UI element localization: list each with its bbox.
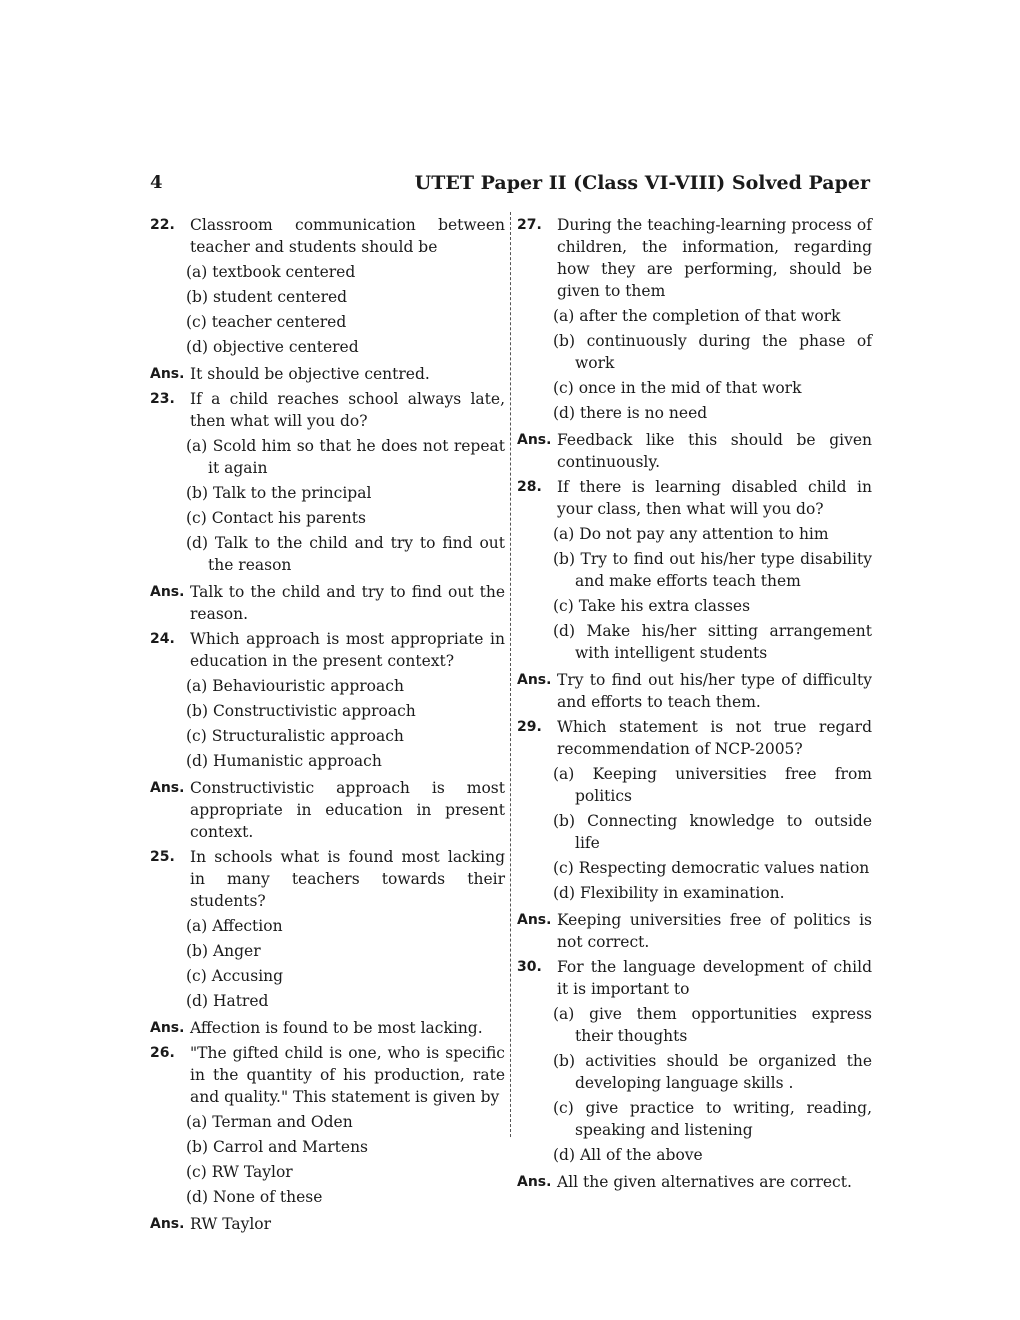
question-text: If a child reaches school always late, then what will you do? <box>190 390 505 430</box>
question-number: 23. <box>150 391 175 407</box>
answer-29 <box>517 909 872 953</box>
option: (d) Flexibility in examination. <box>553 884 785 902</box>
option: (a) Do not pay any attention to him <box>553 525 829 543</box>
option: (c) Accusing <box>186 967 284 985</box>
answer-label: Ans. <box>150 366 185 382</box>
answer-text: RW Taylor <box>190 1215 272 1233</box>
option: (a) after the completion of that work <box>553 307 841 325</box>
option: (b) Constructivistic approach <box>186 702 416 720</box>
question-text: If there is learning disabled child in your class, then what will you do? <box>557 478 872 518</box>
option: (b) Anger <box>186 942 261 960</box>
option: (d) Hatred <box>186 992 269 1010</box>
option: (a) Behaviouristic approach <box>186 677 404 695</box>
option: (c) once in the mid of that work <box>553 379 802 397</box>
page-header <box>150 172 870 200</box>
answer-text: Affection is found to be most lacking. <box>190 1019 483 1037</box>
answer-label: Ans. <box>150 1216 185 1232</box>
answer-24 <box>150 777 505 843</box>
option: (a) Scold him so that he does not repeat it again <box>186 437 505 477</box>
question-26 <box>150 1042 505 1208</box>
option: (b) Connecting knowledge to outside life <box>553 812 872 852</box>
question-23 <box>150 388 505 576</box>
question-text: In schools what is found most lacking in many teachers towards their students? <box>190 848 505 910</box>
answer-text: Constructivistic approach is most appropriate in education in present context. <box>190 779 505 841</box>
question-number: 30. <box>517 959 542 975</box>
question-number: 24. <box>150 631 175 647</box>
answer-22 <box>150 363 505 385</box>
option: (b) Carrol and Martens <box>186 1138 369 1156</box>
question-number: 25. <box>150 849 175 865</box>
option: (c) give practice to writing, reading, speaking and listening <box>553 1099 872 1139</box>
answer-text: Try to find out his/her type of difficulty and efforts to teach them. <box>557 671 872 711</box>
options-grid <box>186 912 505 1012</box>
answer-text: It should be objective centred. <box>190 365 430 383</box>
option: (c) Contact his parents <box>186 509 366 527</box>
answer-text: Feedback like this should be given continuously. <box>557 431 872 471</box>
option: (b) activities should be organized the developing language skills . <box>553 1052 872 1092</box>
question-27 <box>517 214 872 424</box>
question-22 <box>150 214 505 358</box>
question-25 <box>150 846 505 1012</box>
right-column <box>517 214 872 1196</box>
answer-30 <box>517 1171 872 1193</box>
question-30 <box>517 956 872 1166</box>
option: (d) Humanistic approach <box>186 752 382 770</box>
answer-27 <box>517 429 872 473</box>
answer-label: Ans. <box>150 1020 185 1036</box>
option: (a) textbook centered <box>186 263 356 281</box>
option: (c) Structuralistic approach <box>186 727 404 745</box>
option: (d) Talk to the child and try to find out the reason <box>186 534 505 574</box>
option: (b) student centered <box>186 288 348 306</box>
option: (b) continuously during the phase of work <box>553 332 872 372</box>
option: (d) objective centered <box>186 338 359 356</box>
option: (c) Respecting democratic values nation <box>553 859 870 877</box>
option: (d) All of the above <box>553 1146 703 1164</box>
answer-label: Ans. <box>517 912 552 928</box>
option: (a) Terman and Oden <box>186 1113 353 1131</box>
answer-label: Ans. <box>517 432 552 448</box>
answer-label: Ans. <box>150 780 185 796</box>
answer-label: Ans. <box>517 672 552 688</box>
option: (c) teacher centered <box>186 313 347 331</box>
question-text: During the teaching-learning process of children, the information, regarding how they are performing, should be given to them <box>557 216 872 300</box>
option: (d) there is no need <box>553 404 708 422</box>
answer-23 <box>150 581 505 625</box>
question-text: Classroom communication between teacher and students should be <box>190 216 505 256</box>
option: (a) Affection <box>186 917 283 935</box>
question-24 <box>150 628 505 772</box>
question-29 <box>517 716 872 904</box>
column-divider <box>510 212 511 1137</box>
left-column <box>150 214 505 1238</box>
option: (a) give them opportunities express their thoughts <box>553 1005 872 1045</box>
answer-label: Ans. <box>517 1174 552 1190</box>
answer-26 <box>150 1213 505 1235</box>
paper-title: UTET Paper II (Class VI-VIII) Solved Paper <box>414 172 870 194</box>
answer-label: Ans. <box>150 584 185 600</box>
question-number: 28. <box>517 479 542 495</box>
page-number: 4 <box>150 172 163 193</box>
question-text: For the language development of child it is important to <box>557 958 872 998</box>
question-number: 29. <box>517 719 542 735</box>
option: (c) RW Taylor <box>186 1163 293 1181</box>
option: (a) Keeping universities free from politics <box>553 765 872 805</box>
answer-text: Keeping universities free of politics is not correct. <box>557 911 872 951</box>
option: (b) Try to find out his/her type disability and make efforts teach them <box>553 550 872 590</box>
question-text: Which statement is not true regard recommendation of NCP-2005? <box>557 718 872 758</box>
option: (b) Talk to the principal <box>186 484 372 502</box>
question-28 <box>517 476 872 664</box>
question-text: Which approach is most appropriate in education in the present context? <box>190 630 505 670</box>
option: (c) Take his extra classes <box>553 597 751 615</box>
question-number: 22. <box>150 217 175 233</box>
option: (d) Make his/her sitting arrangement with intelligent students <box>553 622 872 662</box>
answer-text: Talk to the child and try to find out the reason. <box>190 583 505 623</box>
option: (d) None of these <box>186 1188 323 1206</box>
answer-text: All the given alternatives are correct. <box>557 1173 852 1191</box>
question-number: 26. <box>150 1045 175 1061</box>
question-text: "The gifted child is one, who is specific in the quantity of his production, rate and quality." This statement is given by <box>190 1044 505 1106</box>
question-number: 27. <box>517 217 542 233</box>
answer-28 <box>517 669 872 713</box>
answer-25 <box>150 1017 505 1039</box>
